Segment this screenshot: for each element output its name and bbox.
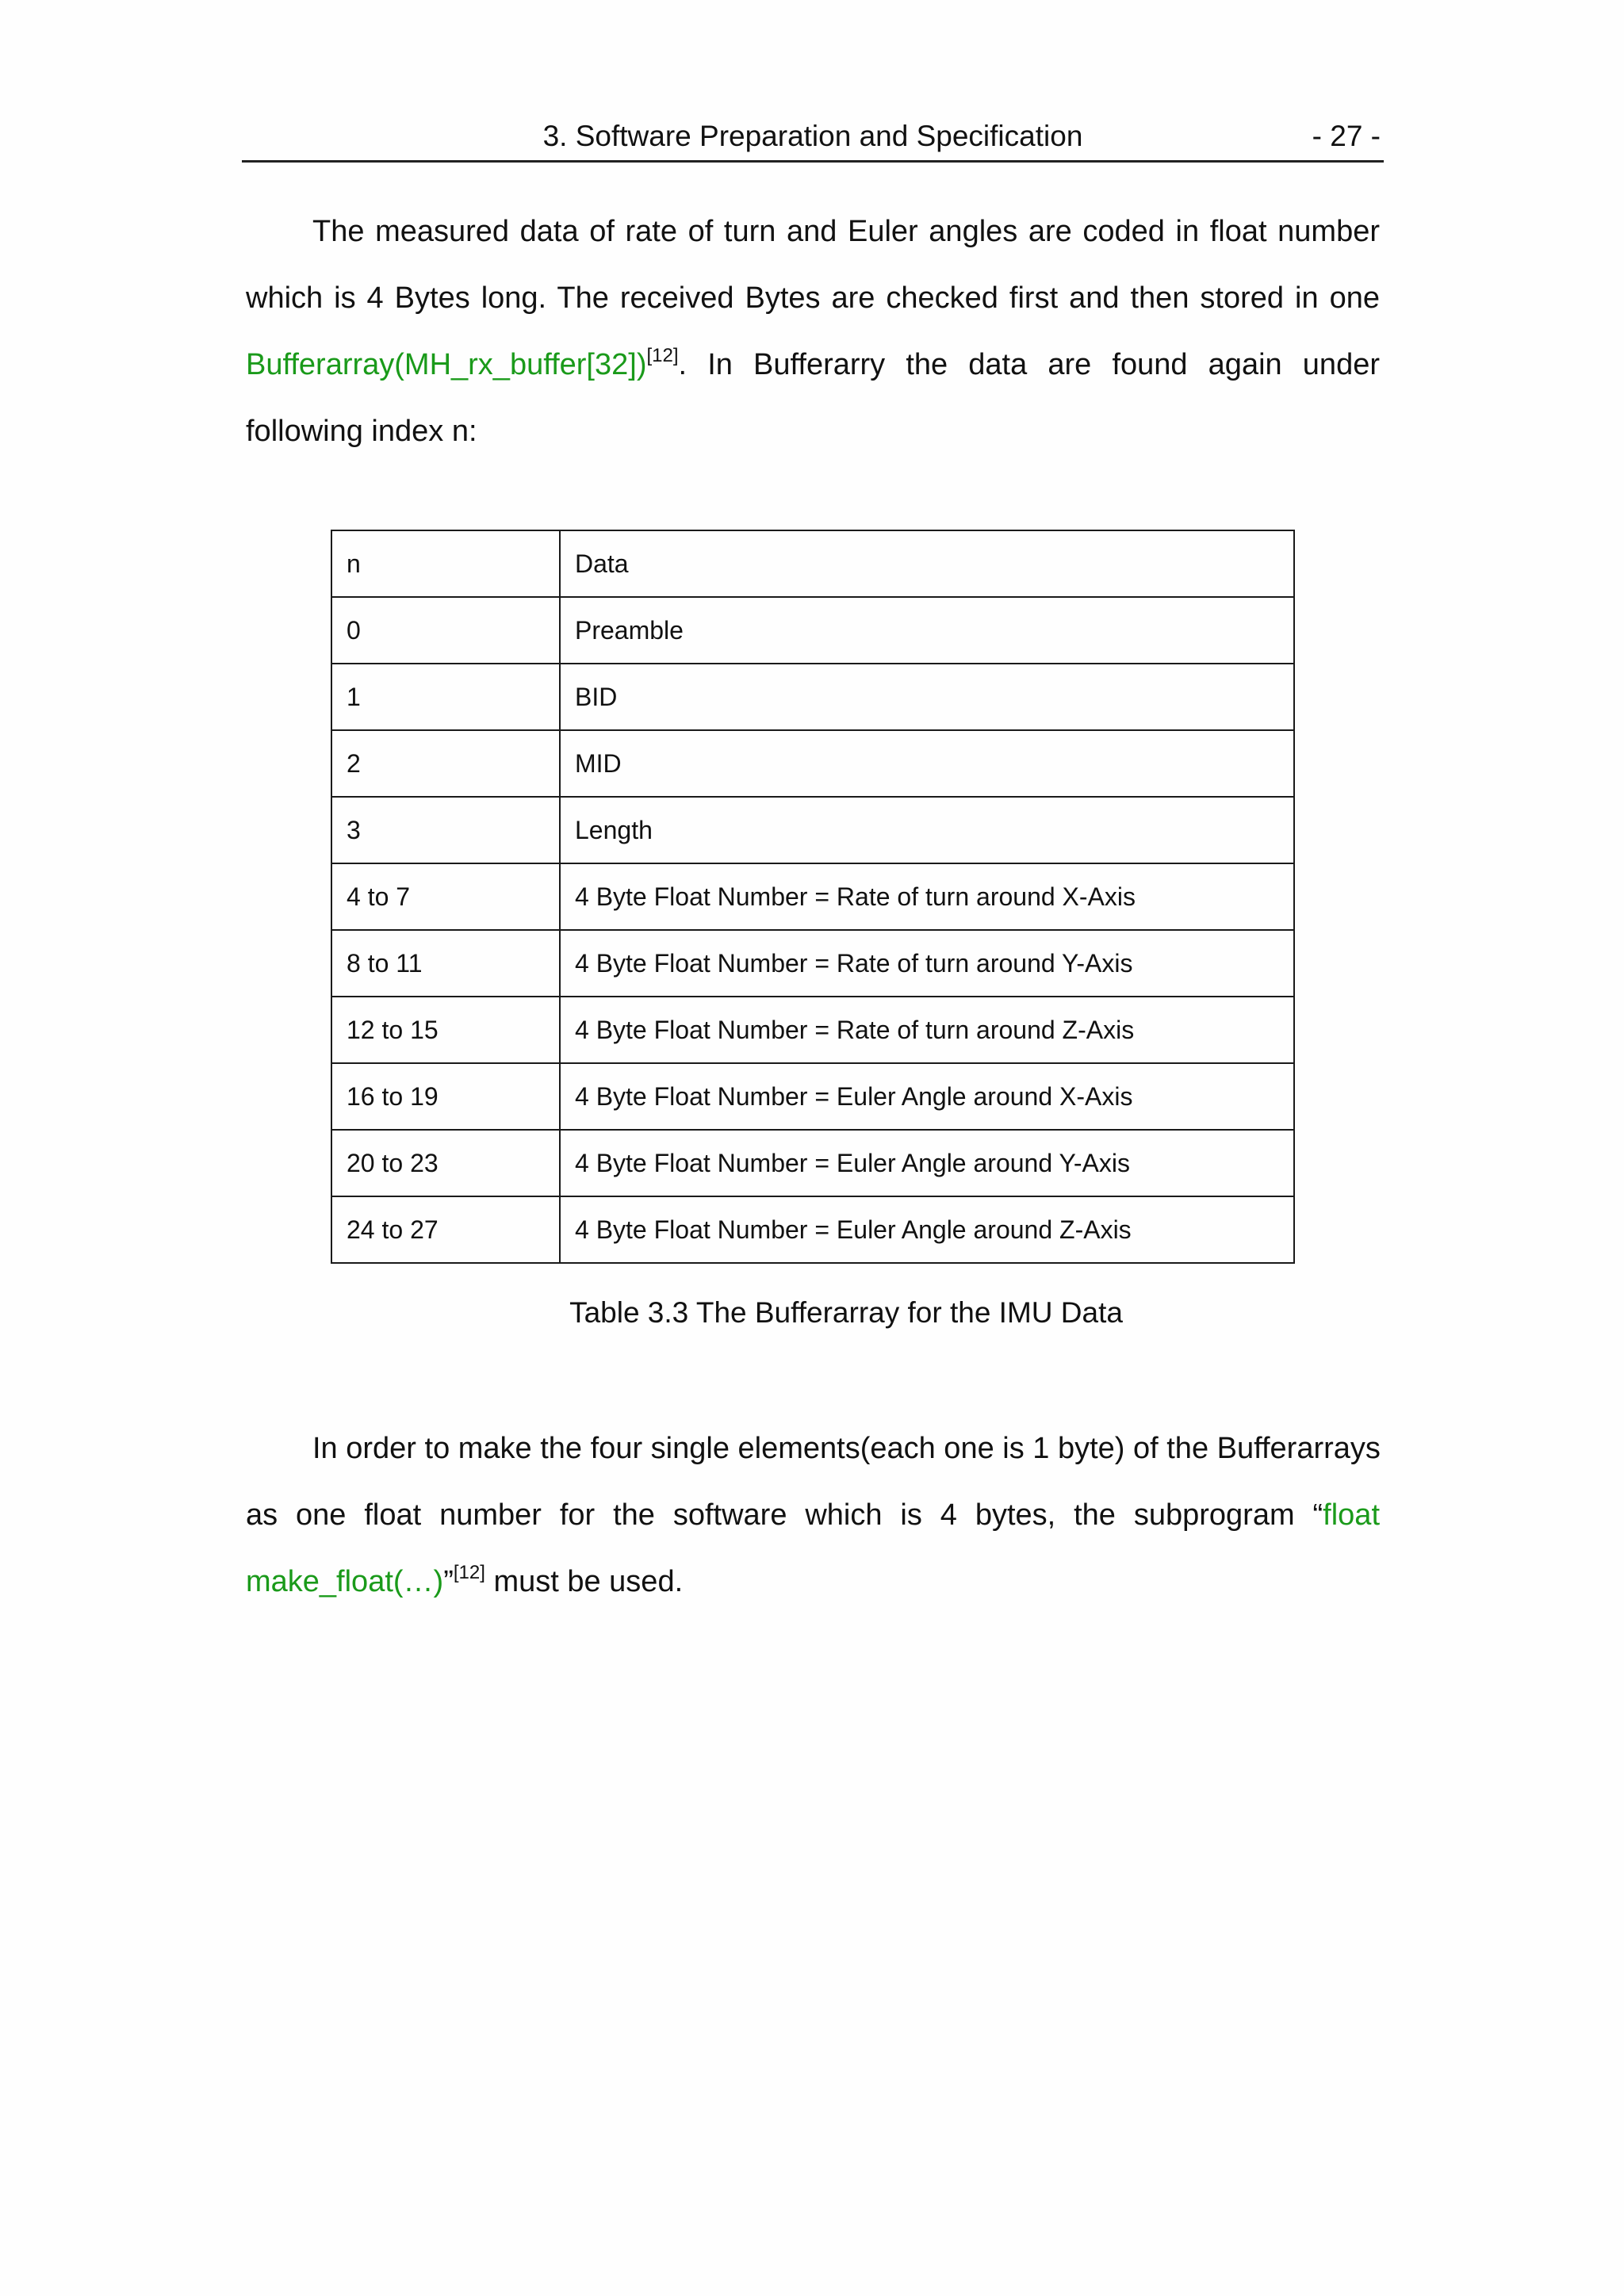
table-row — [331, 1196, 1294, 1263]
table-cell-index: 20 to 23 — [331, 1130, 560, 1196]
table-cell-data: 4 Byte Float Number = Euler Angle around Z-Axis — [560, 1196, 1294, 1263]
table-cell-data: 4 Byte Float Number = Euler Angle around X-Axis — [560, 1063, 1294, 1130]
paragraph-line: The measured data of rate of turn and Euler angles are coded in float number — [312, 215, 1380, 248]
table-header-cell: n — [331, 530, 560, 597]
citation-ref: [12] — [646, 345, 679, 366]
citation-ref: [12] — [453, 1562, 485, 1583]
make-float-function-link[interactable]: make_float(…) — [246, 1565, 444, 1598]
table-cell-index: 12 to 15 — [331, 997, 560, 1063]
table-cell-index: 8 to 11 — [331, 930, 560, 997]
page-header — [242, 116, 1384, 163]
paragraph-line: following index n: — [246, 415, 477, 448]
table-cell-index: 2 — [331, 730, 560, 797]
table-header-cell: Data — [560, 530, 1294, 597]
paragraph-line — [246, 1548, 1380, 1615]
conversion-paragraph — [246, 1415, 1380, 1615]
paragraph-line: which is 4 Bytes long. The received Bytes are checked first and then stored in one — [246, 281, 1380, 315]
table-cell-data: 4 Byte Float Number = Rate of turn around Z-Axis — [560, 997, 1294, 1063]
table-row — [331, 930, 1294, 997]
header-title: 3. Software Preparation and Specification — [542, 120, 1083, 152]
table-cell-data: 4 Byte Float Number = Rate of turn around X-Axis — [560, 863, 1294, 930]
table-row — [331, 863, 1294, 930]
paragraph-text: must be used. — [485, 1565, 684, 1598]
paragraph-line: In order to make the four single elements(each one is 1 byte) of the Bufferarrays — [312, 1432, 1381, 1465]
paragraph-text: as one float number for the software which is 4 bytes, the subprogram “ — [246, 1498, 1323, 1532]
table-cell-index: 3 — [331, 797, 560, 863]
paragraph-line — [246, 1482, 1380, 1548]
bufferarray-reference-link[interactable]: Bufferarray(MH_rx_buffer[32]) — [246, 348, 647, 381]
paragraph-line — [246, 331, 1380, 398]
table-cell-data: 4 Byte Float Number = Euler Angle around Y-Axis — [560, 1130, 1294, 1196]
table-row — [331, 597, 1294, 664]
table-header-row — [331, 530, 1294, 597]
intro-paragraph — [246, 198, 1380, 465]
page-number: - 27 - — [1312, 120, 1381, 152]
closing-quote: ” — [443, 1565, 454, 1598]
table-cell-index: 0 — [331, 597, 560, 664]
bufferarray-table — [331, 530, 1295, 1264]
table-row — [331, 797, 1294, 863]
table-cell-data: MID — [560, 730, 1294, 797]
table-cell-data: Length — [560, 797, 1294, 863]
table-row — [331, 730, 1294, 797]
table-row — [331, 1130, 1294, 1196]
table-row — [331, 997, 1294, 1063]
table-cell-index: 1 — [331, 664, 560, 730]
table-cell-index: 24 to 27 — [331, 1196, 560, 1263]
table-row — [331, 664, 1294, 730]
paragraph-text: . In Bufferarry the data are found again under — [678, 348, 1380, 381]
table-row — [331, 1063, 1294, 1130]
table-cell-data: 4 Byte Float Number = Rate of turn around Y-Axis — [560, 930, 1294, 997]
table-caption: Table 3.3 The Bufferarray for the IMU Data — [569, 1296, 1123, 1329]
float-keyword-link[interactable]: float — [1323, 1498, 1380, 1532]
table-cell-data: Preamble — [560, 597, 1294, 664]
table-cell-index: 16 to 19 — [331, 1063, 560, 1130]
table-cell-index: 4 to 7 — [331, 863, 560, 930]
table-cell-data: BID — [560, 664, 1294, 730]
